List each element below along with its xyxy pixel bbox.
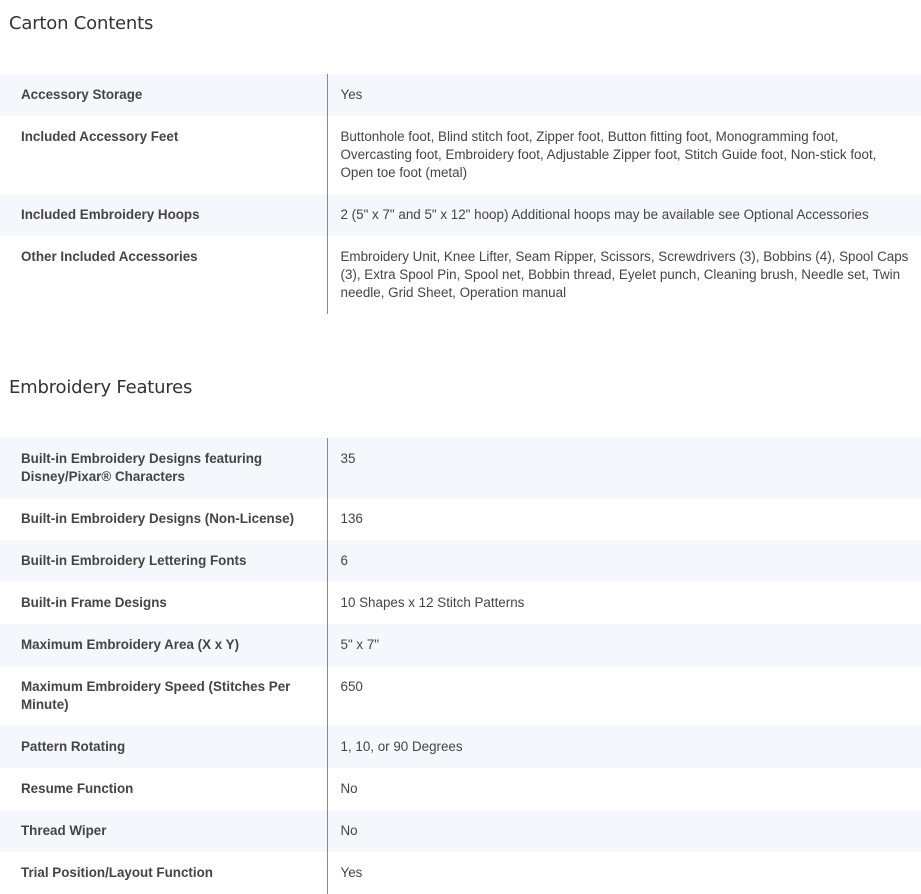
spec-label: Included Embroidery Hoops	[0, 194, 327, 236]
spec-label: Accessory Storage	[0, 74, 327, 116]
table-row	[0, 624, 921, 666]
spec-value: 650	[340, 679, 363, 694]
spec-label: Other Included Accessories	[0, 236, 327, 314]
table-row	[0, 236, 921, 314]
section-title: Embroidery Features	[9, 377, 193, 398]
table-row	[0, 498, 921, 540]
carton-contents-section	[0, 0, 921, 314]
table-row	[0, 438, 921, 498]
spec-value: No	[340, 781, 358, 796]
table-row	[0, 768, 921, 810]
spec-label: Built-in Frame Designs	[0, 582, 327, 624]
carton-contents-table	[0, 74, 921, 314]
table-row	[0, 666, 921, 726]
spec-value: 2 (5" x 7" and 5" x 12" hoop) Additional hoops may be available see Optional Accessories	[340, 207, 869, 222]
table-row	[0, 810, 921, 852]
embroidery-features-table	[0, 438, 921, 894]
table-row	[0, 852, 921, 894]
spec-label: Built-in Embroidery Lettering Fonts	[0, 540, 327, 582]
spec-value: No	[340, 823, 358, 838]
table-row	[0, 726, 921, 768]
section-title: Carton Contents	[9, 13, 154, 34]
spec-label: Built-in Embroidery Designs featuring Disney/Pixar® Characters	[0, 438, 327, 498]
spec-value: 35	[340, 451, 356, 466]
spec-value: Embroidery Unit, Knee Lifter, Seam Ripper, Scissors, Screwdrivers (3), Bobbins (4), Spool Caps (3), Extra Spool Pin, Spool net, Bobbin thread, Eyelet punch, Cleaning brush, Needle set, Twin needle, Grid Sheet, Operation manual	[340, 249, 909, 300]
spec-label: Pattern Rotating	[0, 726, 327, 768]
spec-value: Buttonhole foot, Blind stitch foot, Zipper foot, Button fitting foot, Monogramming foot, Overcasting foot, Embroidery foot, Adjustable Zipper foot, Stitch Guide foot, Non-stick foot, Open toe foot (metal)	[340, 129, 877, 180]
spec-label: Built-in Embroidery Designs (Non-License)	[0, 498, 327, 540]
spec-label: Maximum Embroidery Speed (Stitches Per Minute)	[0, 666, 327, 726]
table-row	[0, 582, 921, 624]
table-row	[0, 194, 921, 236]
spec-label: Resume Function	[0, 768, 327, 810]
spec-label: Thread Wiper	[0, 810, 327, 852]
spec-value: 6	[340, 553, 348, 568]
spec-value: Yes	[340, 87, 363, 102]
table-row	[0, 116, 921, 194]
spec-value: 136	[340, 511, 363, 526]
table-row	[0, 540, 921, 582]
spec-value: Yes	[340, 865, 363, 880]
spec-label: Included Accessory Feet	[0, 116, 327, 194]
spec-value: 5" x 7"	[340, 637, 380, 652]
spec-label: Maximum Embroidery Area (X x Y)	[0, 624, 327, 666]
table-row	[0, 74, 921, 116]
spec-value: 1, 10, or 90 Degrees	[340, 739, 463, 754]
embroidery-features-section	[0, 377, 921, 894]
spec-label: Trial Position/Layout Function	[0, 852, 327, 894]
spec-value: 10 Shapes x 12 Stitch Patterns	[340, 595, 525, 610]
